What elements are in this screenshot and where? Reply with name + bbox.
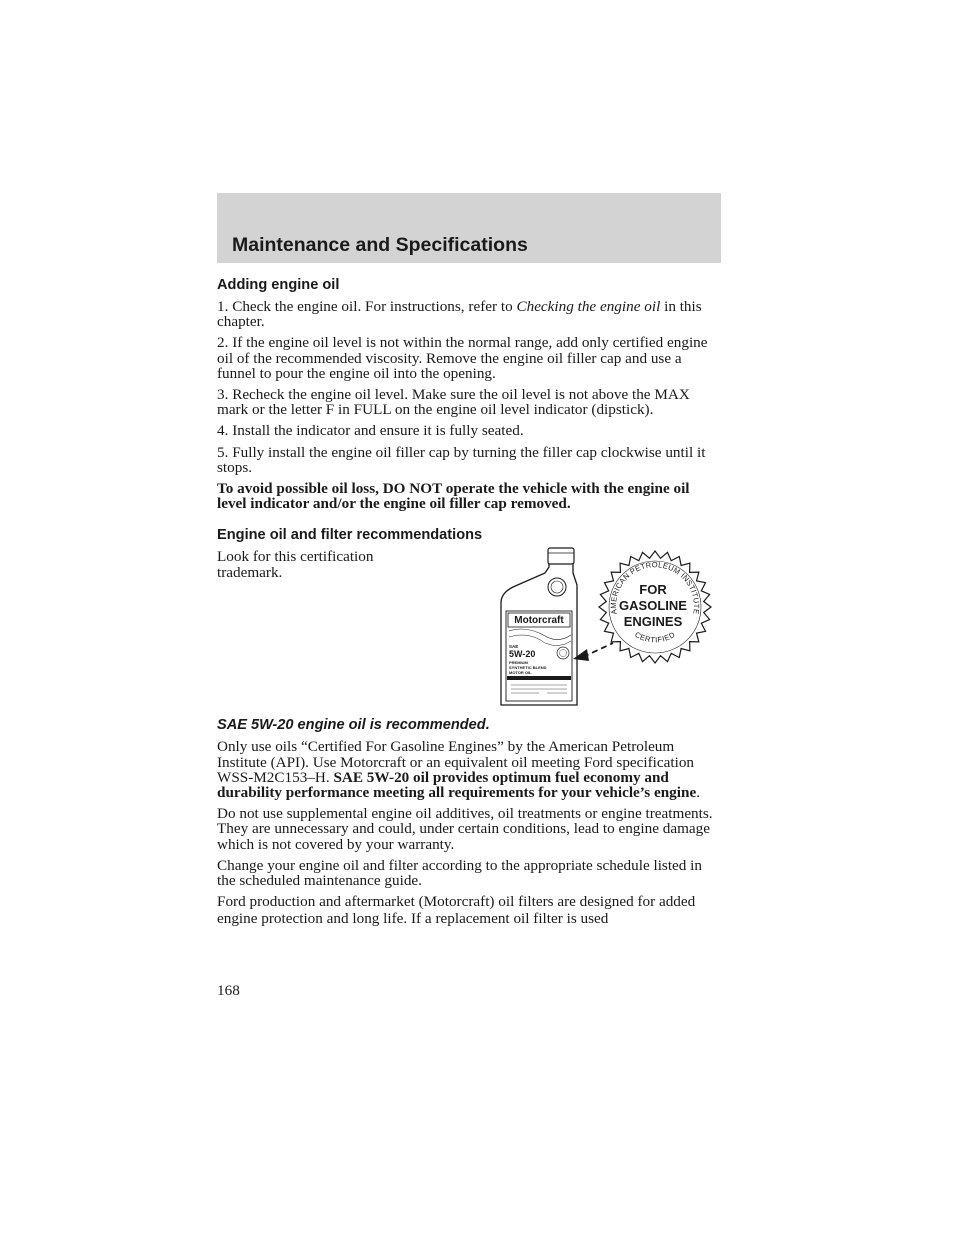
bottle-line-3: MOTOR OIL — [509, 670, 532, 676]
bottle-line-1: PREMIUM — [509, 660, 528, 666]
chapter-header — [217, 193, 721, 263]
certified-oils-emphasis: SAE 5W-20 oil provides optimum fuel economy and durability performance meeting all requirements for your vehicle’s engine — [217, 768, 697, 802]
oil-bottle-illustration — [501, 548, 577, 705]
certified-oils-end: . — [696, 784, 700, 802]
recommended-oil-subheading: SAE 5W-20 engine oil is recommended. — [217, 717, 490, 734]
page-content — [217, 277, 721, 933]
api-certification-seal — [599, 551, 711, 663]
oil-filters-paragraph: Ford production and aftermarket (Motorcraft) oil filters are designed for added engine protection and long life. If a replacement oil filter is used — [217, 893, 696, 927]
step-1-reference: Checking the engine oil — [516, 298, 661, 315]
oil-bottle-and-api-seal-illustration — [487, 545, 717, 715]
step-1 — [217, 299, 721, 329]
seal-arc-bottom-text: CERTIFIED — [633, 630, 677, 645]
schedule-paragraph: Change your engine oil and filter according to the appropriate schedule listed in the scheduled maintenance guide. — [217, 856, 702, 890]
section-heading-recommendations: Engine oil and filter recommendations — [217, 527, 483, 544]
step-5: 5. Fully install the engine oil filler cap by turning the filler cap clockwise until it stops. — [217, 443, 706, 476]
page-number: 168 — [217, 982, 240, 999]
figure-caption: Look for this certification trademark. — [217, 548, 374, 581]
oil-loss-warning: To avoid possible oil loss, DO NOT operate the vehicle with the engine oil level indicator and/or the engine oil filler cap removed. — [217, 480, 690, 513]
chapter-title: Maintenance and Specifications — [232, 234, 528, 256]
seal-line-3: ENGINES — [623, 614, 683, 630]
certified-oils-paragraph — [217, 739, 721, 800]
step-4: 4. Install the indicator and ensure it is fully seated. — [217, 422, 524, 440]
step-1-text: 1. Check the engine oil. For instructions, refer to — [217, 298, 517, 315]
section-heading-adding-oil: Adding engine oil — [217, 277, 340, 293]
certification-figure — [217, 549, 721, 717]
seal-arc-top-text: AMERICAN PETROLEUM INSTITUTE — [608, 560, 702, 616]
step-3: 3. Recheck the engine oil level. Make sure the oil level is not above the MAX mark or the letter F in FULL on the engine oil level indicator (dipstick). — [217, 386, 690, 419]
certified-oils-text: Only use oils “Certified For Gasoline Engines” by the American Petroleum Institute (API). Use Motorcraft or an equivalent oil meeting Ford specification WSS-M2C153–H. — [217, 738, 695, 786]
seal-line-1: FOR — [639, 582, 667, 598]
additives-paragraph: Do not use supplemental engine oil additives, oil treatments or engine treatments. They are unnecessary and could, under certain conditions, lead to engine damage which is not covered by your warranty. — [217, 805, 713, 853]
bottle-line-2: SYNTHETIC BLEND — [509, 665, 547, 671]
step-1-tail: in this chapter. — [217, 298, 702, 331]
seal-line-2: GASOLINE — [619, 598, 687, 614]
step-2: 2. If the engine oil level is not within the normal range, add only certified engine oil of the recommended viscosity. Remove the engine oil filler cap and use a funnel to pour the engine oil into the opening. — [217, 334, 708, 382]
bottle-grade: 5W-20 — [509, 649, 536, 660]
bottle-sae: SAE — [509, 644, 519, 650]
pointer-arrow — [573, 643, 613, 661]
bottle-brand: Motorcraft — [514, 615, 564, 627]
